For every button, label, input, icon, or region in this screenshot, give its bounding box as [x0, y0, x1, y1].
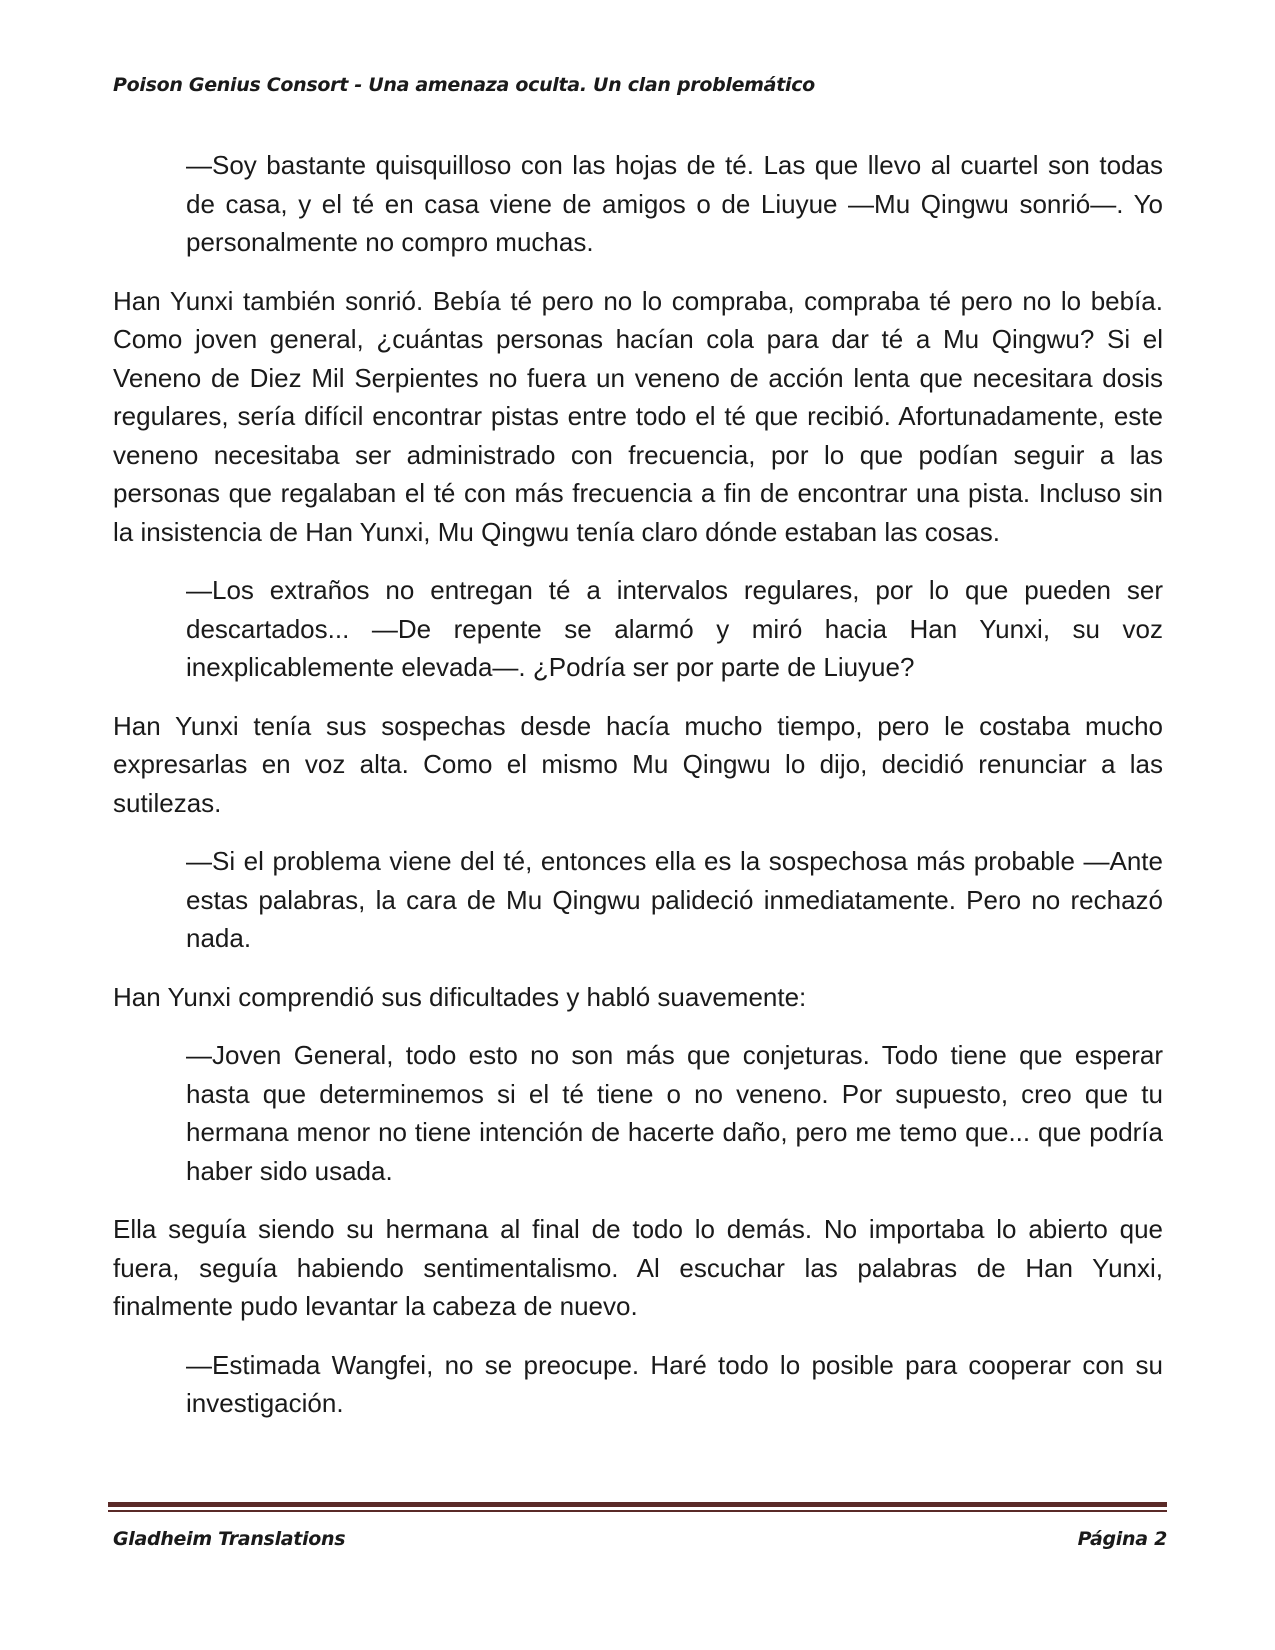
narrative-paragraph: Ella seguía siendo su hermana al final de todo lo demás. No importaba lo abierto que fuera, seguía habiendo sentimentalismo. Al escuchar las palabras de Han Yunxi, finalmente pudo levantar la cabeza de nuevo. [113, 1214, 1163, 1321]
footer-rule-thin [108, 1510, 1167, 1512]
page-header-title: Poison Genius Consort - Una amenaza oculta. Un clan problemático [113, 74, 815, 96]
narrative-paragraph: Han Yunxi también sonrió. Bebía té pero no lo compraba, compraba té pero no lo bebía. Como joven general, ¿cuántas personas hacían cola para dar té a Mu Qingwu? Si el Veneno de Diez Mil Serpientes no fuera un veneno de acción lenta que necesitara dosis regulares, sería difícil encontrar pistas entre todo el té que recibió. Afortunadamente, este veneno necesitaba ser administrado con frecuencia, por lo que podían seguir a las personas que regalaban el té con más frecuencia a fin de encontrar una pista. Incluso sin la insistencia de Han Yunxi, Mu Qingwu tenía claro dónde estaban las cosas. [113, 285, 1163, 547]
dialogue-paragraph: —Si el problema viene del té, entonces ella es la sospechosa más probable —Ante estas palabras, la cara de Mu Qingwu palideció inmediatamente. Pero no rechazó nada. [186, 846, 1163, 953]
footer-page-number: Página 2 [1077, 1528, 1167, 1550]
narrative-paragraph: Han Yunxi comprendió sus dificultades y habló suavemente: [113, 981, 807, 1012]
dialogue-paragraph: —Los extraños no entregan té a intervalos regulares, por lo que pueden ser descartados... —De repente se alarmó y miró hacia Han Yunxi, su voz inexplicablemente elevada—. ¿Podría ser por parte de Liuyue? [186, 575, 1163, 682]
footer-rule-thick [108, 1502, 1167, 1507]
dialogue-paragraph: —Estimada Wangfei, no se preocupe. Haré todo lo posible para cooperar con su investigación. [186, 1349, 1163, 1418]
dialogue-paragraph: —Joven General, todo esto no son más que conjeturas. Todo tiene que esperar hasta que determinemos si el té tiene o no veneno. Por supuesto, creo que tu hermana menor no tiene intención de hacerte daño, pero me temo que... que podría haber sido usada. [186, 1040, 1163, 1186]
footer-publisher: Gladheim Translations [113, 1528, 346, 1550]
narrative-paragraph: Han Yunxi tenía sus sospechas desde hacía mucho tiempo, pero le costaba mucho expresarlas en voz alta. Como el mismo Mu Qingwu lo dijo, decidió renunciar a las sutilezas. [113, 710, 1163, 818]
dialogue-paragraph: —Soy bastante quisquilloso con las hojas de té. Las que llevo al cuartel son todas de casa, y el té en casa viene de amigos o de Liuyue —Mu Qingwu sonrió—. Yo personalmente no compro muchas. [186, 150, 1163, 257]
page-body [113, 146, 1163, 1423]
